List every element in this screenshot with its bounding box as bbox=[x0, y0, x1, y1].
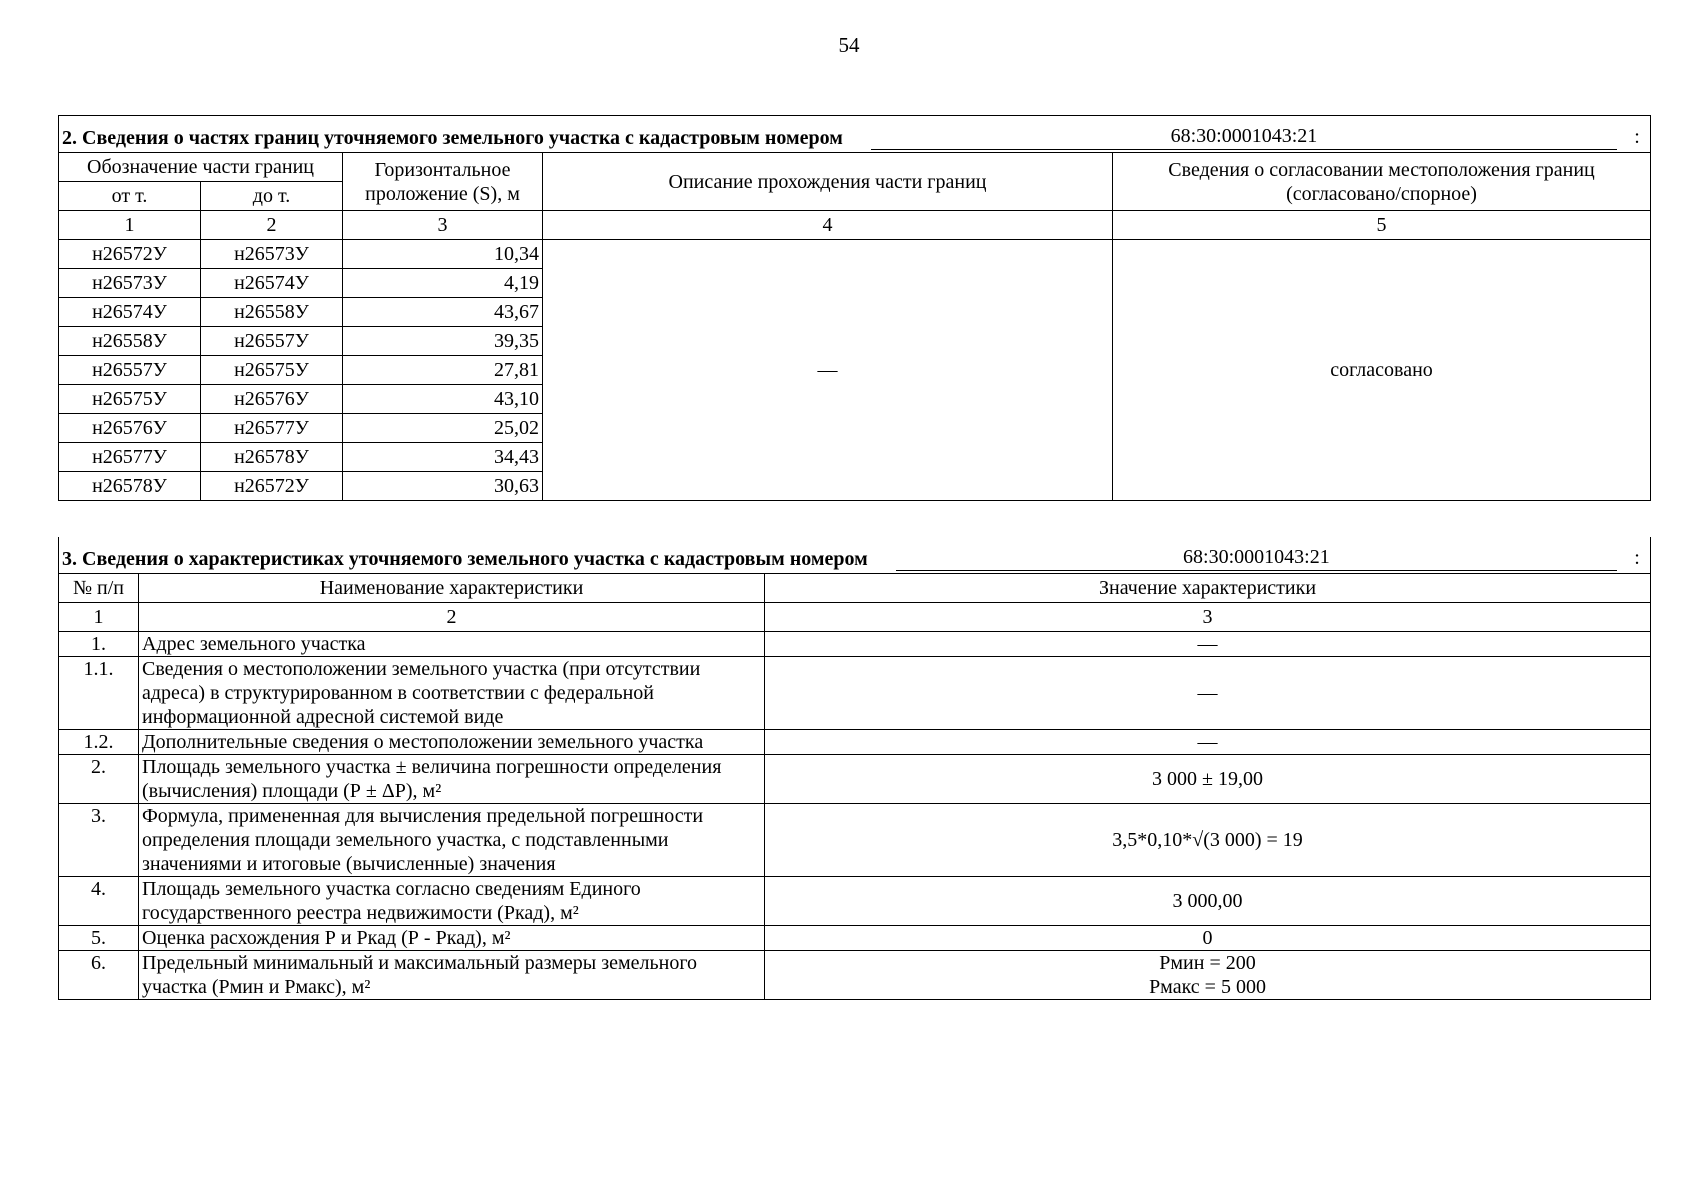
characteristic-value bbox=[765, 657, 1651, 730]
table-row bbox=[59, 951, 1651, 1000]
header-description: Описание прохождения части границ bbox=[543, 153, 1113, 211]
from-point: н26574У bbox=[59, 298, 201, 327]
table-row bbox=[59, 755, 1651, 804]
table-row bbox=[59, 657, 1651, 730]
characteristic-num: 1.2. bbox=[59, 730, 139, 755]
characteristic-value bbox=[765, 951, 1651, 1000]
characteristic-value-line: Рмакс = 5 000 bbox=[1149, 976, 1266, 998]
characteristic-name: Площадь земельного участка согласно сведениям Единого государственного реестра недвижимости (Ркад), м² bbox=[139, 877, 765, 926]
header-from-point: от т. bbox=[59, 182, 201, 211]
characteristic-value bbox=[765, 804, 1651, 877]
horizontal-distance: 25,02 bbox=[343, 414, 543, 443]
from-point: н26558У bbox=[59, 327, 201, 356]
horizontal-distance: 43,10 bbox=[343, 385, 543, 414]
characteristic-value-line: — bbox=[1197, 682, 1218, 704]
characteristic-name: Дополнительные сведения о местоположении земельного участка bbox=[139, 730, 765, 755]
horizontal-distance: 43,67 bbox=[343, 298, 543, 327]
table-row bbox=[59, 877, 1651, 926]
to-point: н26577У bbox=[201, 414, 343, 443]
column-number: 2 bbox=[201, 211, 343, 240]
section2-colon: : bbox=[1634, 126, 1640, 148]
to-point: н26576У bbox=[201, 385, 343, 414]
to-point: н26572У bbox=[201, 472, 343, 501]
characteristic-num: 3. bbox=[59, 804, 139, 877]
to-point: н26557У bbox=[201, 327, 343, 356]
agreement-value: согласовано bbox=[1113, 240, 1651, 501]
column-number: 2 bbox=[139, 603, 765, 632]
characteristic-num: 5. bbox=[59, 926, 139, 951]
characteristic-num: 1.1. bbox=[59, 657, 139, 730]
table-row bbox=[59, 926, 1651, 951]
from-point: н26557У bbox=[59, 356, 201, 385]
section3-title: 3. Сведения о характеристиках уточняемого земельного участка с кадастровым номером bbox=[62, 548, 868, 570]
page-number: 54 bbox=[838, 33, 860, 57]
to-point: н26558У bbox=[201, 298, 343, 327]
section2-cadastral-number: 68:30:0001043:21 bbox=[871, 123, 1617, 150]
column-number: 1 bbox=[59, 603, 139, 632]
boundary-parts-table bbox=[58, 115, 1651, 501]
characteristics-table bbox=[58, 537, 1651, 1000]
horizontal-distance: 27,81 bbox=[343, 356, 543, 385]
characteristic-name: Формула, примененная для вычисления предельной погрешности определения площади земельного участка, с подставленными значениями и итоговые (вычисленные) значения bbox=[139, 804, 765, 877]
column-number: 3 bbox=[765, 603, 1651, 632]
characteristic-value bbox=[765, 755, 1651, 804]
characteristic-num: 6. bbox=[59, 951, 139, 1000]
characteristic-value-line: 3 000 ± 19,00 bbox=[1152, 768, 1263, 790]
characteristic-num: 1. bbox=[59, 632, 139, 657]
characteristic-value-line: — bbox=[1197, 633, 1218, 655]
header-part-designation: Обозначение части границ bbox=[59, 153, 343, 182]
horizontal-distance: 10,34 bbox=[343, 240, 543, 269]
characteristic-value bbox=[765, 730, 1651, 755]
characteristic-value-line: — bbox=[1197, 731, 1218, 753]
characteristic-value-line: Рмин = 200 bbox=[1159, 952, 1256, 974]
characteristic-value bbox=[765, 877, 1651, 926]
to-point: н26574У bbox=[201, 269, 343, 298]
characteristic-name: Сведения о местоположении земельного участка (при отсутствии адреса) в структурированном в соответствии с федеральной информационной адресной системой виде bbox=[139, 657, 765, 730]
characteristic-num: 4. bbox=[59, 877, 139, 926]
header-to-point: до т. bbox=[201, 182, 343, 211]
characteristic-name: Оценка расхождения Р и Ркад (Р - Ркад), м² bbox=[139, 926, 765, 951]
header-horizontal-line1: Горизонтальное bbox=[374, 158, 511, 181]
header-agreement-line2: (согласовано/спорное) bbox=[1286, 182, 1477, 205]
description-value: — bbox=[543, 240, 1113, 501]
from-point: н26573У bbox=[59, 269, 201, 298]
column-number: 4 bbox=[543, 211, 1113, 240]
table-row bbox=[59, 730, 1651, 755]
characteristic-value-line: 3 000,00 bbox=[1172, 890, 1243, 912]
horizontal-distance: 39,35 bbox=[343, 327, 543, 356]
characteristic-name: Адрес земельного участка bbox=[139, 632, 765, 657]
horizontal-distance: 4,19 bbox=[343, 269, 543, 298]
column-number: 3 bbox=[343, 211, 543, 240]
header-characteristic-value: Значение характеристики bbox=[765, 574, 1651, 603]
characteristic-value-line: 0 bbox=[1202, 927, 1213, 949]
characteristic-num: 2. bbox=[59, 755, 139, 804]
characteristic-name: Площадь земельного участка ± величина погрешности определения (вычисления) площади (Р ± ΔР), м² bbox=[139, 755, 765, 804]
characteristic-value bbox=[765, 632, 1651, 657]
from-point: н26578У bbox=[59, 472, 201, 501]
header-horizontal-distance bbox=[343, 153, 543, 211]
header-agreement-line1: Сведения о согласовании местоположения границ bbox=[1168, 158, 1595, 181]
from-point: н26576У bbox=[59, 414, 201, 443]
header-agreement bbox=[1113, 153, 1651, 211]
from-point: н26575У bbox=[59, 385, 201, 414]
table-row bbox=[59, 632, 1651, 657]
section2-title: 2. Сведения о частях границ уточняемого земельного участка с кадастровым номером bbox=[62, 127, 843, 149]
header-characteristic-name: Наименование характеристики bbox=[139, 574, 765, 603]
horizontal-distance: 30,63 bbox=[343, 472, 543, 501]
horizontal-distance: 34,43 bbox=[343, 443, 543, 472]
section3-cadastral-number: 68:30:0001043:21 bbox=[896, 544, 1617, 571]
from-point: н26572У bbox=[59, 240, 201, 269]
to-point: н26575У bbox=[201, 356, 343, 385]
to-point: н26578У bbox=[201, 443, 343, 472]
section3-colon: : bbox=[1634, 547, 1640, 569]
header-horizontal-line2: проложение (S), м bbox=[365, 182, 520, 205]
header-num: № п/п bbox=[59, 574, 139, 603]
characteristic-value-line: 3,5*0,10*√(3 000) = 19 bbox=[1112, 829, 1303, 851]
from-point: н26577У bbox=[59, 443, 201, 472]
characteristic-value bbox=[765, 926, 1651, 951]
column-number: 5 bbox=[1113, 211, 1651, 240]
to-point: н26573У bbox=[201, 240, 343, 269]
characteristic-name: Предельный минимальный и максимальный размеры земельного участка (Рмин и Рмакс), м² bbox=[139, 951, 765, 1000]
section2-header bbox=[59, 116, 1651, 153]
table-row bbox=[59, 240, 1651, 269]
column-number: 1 bbox=[59, 211, 201, 240]
section3-header bbox=[59, 537, 1651, 574]
table-row bbox=[59, 804, 1651, 877]
